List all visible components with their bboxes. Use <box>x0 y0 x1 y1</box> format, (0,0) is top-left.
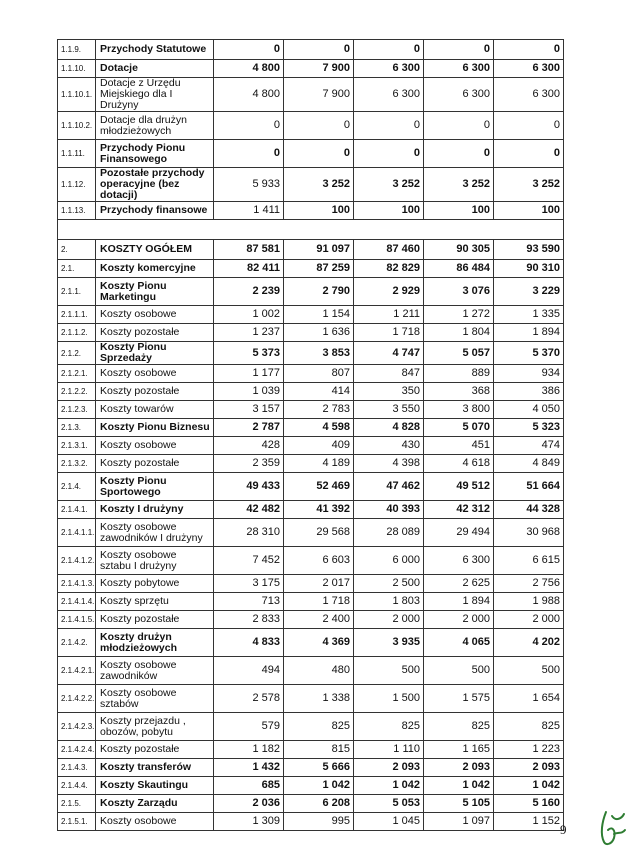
value-cell: 1 177 <box>214 365 284 383</box>
value-cell: 1 338 <box>284 685 354 713</box>
row-code: 1.1.12. <box>58 168 96 202</box>
value-cell: 100 <box>354 202 424 220</box>
value-cell: 1 804 <box>424 324 494 342</box>
value-cell: 100 <box>424 202 494 220</box>
value-cell: 368 <box>424 383 494 401</box>
value-cell: 5 666 <box>284 759 354 777</box>
row-code: 2.1.4.2.4. <box>58 741 96 759</box>
table-row <box>58 501 564 519</box>
value-cell: 414 <box>284 383 354 401</box>
value-cell: 4 618 <box>424 455 494 473</box>
table-row <box>58 240 564 260</box>
row-label: Koszty transferów <box>96 759 214 777</box>
row-code: 1.1.9. <box>58 40 96 60</box>
financial-table <box>57 39 564 831</box>
value-cell: 3 229 <box>494 278 564 306</box>
value-cell: 685 <box>214 777 284 795</box>
table-row <box>58 575 564 593</box>
value-cell: 0 <box>284 112 354 140</box>
row-label: Koszty Pionu Sportowego <box>96 473 214 501</box>
table-row <box>58 473 564 501</box>
row-code: 2.1.4.4. <box>58 777 96 795</box>
row-code: 2.1.4.1.4. <box>58 593 96 611</box>
row-label: Koszty osobowe sztabów <box>96 685 214 713</box>
table-row <box>58 759 564 777</box>
value-cell: 0 <box>494 40 564 60</box>
value-cell: 2 093 <box>424 759 494 777</box>
value-cell: 1 039 <box>214 383 284 401</box>
value-cell: 2 790 <box>284 278 354 306</box>
row-label: Koszty Pionu Biznesu <box>96 419 214 437</box>
table-row <box>58 813 564 831</box>
value-cell: 2 093 <box>494 759 564 777</box>
value-cell: 7 452 <box>214 547 284 575</box>
table-row <box>58 260 564 278</box>
row-label: Koszty komercyjne <box>96 260 214 278</box>
value-cell: 87 460 <box>354 240 424 260</box>
value-cell: 28 310 <box>214 519 284 547</box>
value-cell: 451 <box>424 437 494 455</box>
value-cell: 2 787 <box>214 419 284 437</box>
table-row <box>58 40 564 60</box>
value-cell: 5 933 <box>214 168 284 202</box>
value-cell: 41 392 <box>284 501 354 519</box>
row-code: 2.1.1.1. <box>58 306 96 324</box>
value-cell: 2 000 <box>424 611 494 629</box>
value-cell: 1 182 <box>214 741 284 759</box>
value-cell: 42 312 <box>424 501 494 519</box>
row-code: 1.1.11. <box>58 140 96 168</box>
value-cell: 1 718 <box>354 324 424 342</box>
value-cell: 3 853 <box>284 342 354 365</box>
table-row <box>58 342 564 365</box>
value-cell: 2 500 <box>354 575 424 593</box>
row-code: 2.1.4.2.3. <box>58 713 96 741</box>
table-row <box>58 593 564 611</box>
value-cell: 3 252 <box>354 168 424 202</box>
row-code: 2.1.4.3. <box>58 759 96 777</box>
table-row <box>58 202 564 220</box>
row-code: 2.1.5. <box>58 795 96 813</box>
value-cell: 6 300 <box>424 78 494 112</box>
row-label: Dotacje z Urzędu Miejskiego dla I Drużyny <box>96 78 214 112</box>
value-cell: 28 089 <box>354 519 424 547</box>
value-cell: 4 398 <box>354 455 424 473</box>
value-cell: 52 469 <box>284 473 354 501</box>
table-row <box>58 324 564 342</box>
value-cell: 4 189 <box>284 455 354 473</box>
table-row <box>58 278 564 306</box>
value-cell: 3 935 <box>354 629 424 657</box>
row-label: Koszty osobowe zawodników <box>96 657 214 685</box>
row-label: Koszty Zarządu <box>96 795 214 813</box>
value-cell: 82 829 <box>354 260 424 278</box>
value-cell: 1 335 <box>494 306 564 324</box>
table-row <box>58 437 564 455</box>
value-cell: 47 462 <box>354 473 424 501</box>
row-code: 2.1.3. <box>58 419 96 437</box>
value-cell: 1 045 <box>354 813 424 831</box>
signature-mark <box>592 808 628 848</box>
value-cell: 30 968 <box>494 519 564 547</box>
row-label: Koszty sprzętu <box>96 593 214 611</box>
value-cell: 825 <box>424 713 494 741</box>
value-cell: 0 <box>494 112 564 140</box>
value-cell: 1 042 <box>424 777 494 795</box>
row-code: 2.1.4.2. <box>58 629 96 657</box>
row-code: 2.1.1. <box>58 278 96 306</box>
row-code: 1.1.10.1. <box>58 78 96 112</box>
value-cell: 4 849 <box>494 455 564 473</box>
table-row <box>58 168 564 202</box>
value-cell: 5 323 <box>494 419 564 437</box>
value-cell: 2 239 <box>214 278 284 306</box>
table-row <box>58 519 564 547</box>
value-cell: 500 <box>354 657 424 685</box>
row-label: Dotacje dla drużyn młodzieżowych <box>96 112 214 140</box>
value-cell: 100 <box>284 202 354 220</box>
value-cell: 4 202 <box>494 629 564 657</box>
value-cell: 494 <box>214 657 284 685</box>
value-cell: 3 076 <box>424 278 494 306</box>
value-cell: 1 894 <box>424 593 494 611</box>
page-number: 9 <box>560 822 567 837</box>
value-cell: 1 223 <box>494 741 564 759</box>
value-cell: 386 <box>494 383 564 401</box>
row-code: 2.1.2.1. <box>58 365 96 383</box>
row-code: 1.1.10.2. <box>58 112 96 140</box>
value-cell: 91 097 <box>284 240 354 260</box>
value-cell: 86 484 <box>424 260 494 278</box>
table-row <box>58 419 564 437</box>
value-cell: 6 300 <box>494 60 564 78</box>
row-code: 2.1.4.2.2. <box>58 685 96 713</box>
table-row <box>58 365 564 383</box>
value-cell: 825 <box>354 713 424 741</box>
value-cell: 4 598 <box>284 419 354 437</box>
value-cell: 934 <box>494 365 564 383</box>
row-label: Koszty osobowe <box>96 365 214 383</box>
table-row <box>58 547 564 575</box>
value-cell: 1 110 <box>354 741 424 759</box>
value-cell: 1 237 <box>214 324 284 342</box>
value-cell: 6 300 <box>354 78 424 112</box>
value-cell: 2 017 <box>284 575 354 593</box>
value-cell: 7 900 <box>284 60 354 78</box>
value-cell: 2 833 <box>214 611 284 629</box>
row-label: Koszty przejazdu , obozów, pobytu <box>96 713 214 741</box>
value-cell: 500 <box>494 657 564 685</box>
value-cell: 1 309 <box>214 813 284 831</box>
row-code: 1.1.13. <box>58 202 96 220</box>
value-cell: 0 <box>214 40 284 60</box>
value-cell: 0 <box>494 140 564 168</box>
value-cell: 1 411 <box>214 202 284 220</box>
value-cell: 825 <box>284 713 354 741</box>
row-code: 2.1.4.1.3. <box>58 575 96 593</box>
value-cell: 5 105 <box>424 795 494 813</box>
value-cell: 2 783 <box>284 401 354 419</box>
row-code: 2. <box>58 240 96 260</box>
value-cell: 4 800 <box>214 78 284 112</box>
value-cell: 0 <box>424 40 494 60</box>
row-label: KOSZTY OGÓŁEM <box>96 240 214 260</box>
row-code: 2.1.4.1. <box>58 501 96 519</box>
value-cell: 100 <box>494 202 564 220</box>
value-cell: 4 833 <box>214 629 284 657</box>
row-label: Przychody finansowe <box>96 202 214 220</box>
value-cell: 1 165 <box>424 741 494 759</box>
row-label: Koszty osobowe <box>96 813 214 831</box>
value-cell: 2 756 <box>494 575 564 593</box>
value-cell: 1 042 <box>284 777 354 795</box>
value-cell: 2 359 <box>214 455 284 473</box>
table-row <box>58 795 564 813</box>
table-row <box>58 112 564 140</box>
value-cell: 2 578 <box>214 685 284 713</box>
table-row <box>58 455 564 473</box>
value-cell: 3 175 <box>214 575 284 593</box>
table-row <box>58 777 564 795</box>
row-code: 2.1.4.2.1. <box>58 657 96 685</box>
value-cell: 29 494 <box>424 519 494 547</box>
table-row <box>58 713 564 741</box>
value-cell: 49 433 <box>214 473 284 501</box>
value-cell: 579 <box>214 713 284 741</box>
row-label: Koszty I drużyny <box>96 501 214 519</box>
value-cell: 29 568 <box>284 519 354 547</box>
value-cell: 6 615 <box>494 547 564 575</box>
table-row <box>58 657 564 685</box>
value-cell: 2 929 <box>354 278 424 306</box>
value-cell: 51 664 <box>494 473 564 501</box>
value-cell: 4 800 <box>214 60 284 78</box>
value-cell: 6 300 <box>424 60 494 78</box>
row-label: Koszty Pionu Marketingu <box>96 278 214 306</box>
spacer-row <box>58 220 564 240</box>
value-cell: 6 300 <box>354 60 424 78</box>
row-label: Koszty towarów <box>96 401 214 419</box>
value-cell: 3 157 <box>214 401 284 419</box>
value-cell: 2 000 <box>494 611 564 629</box>
value-cell: 1 042 <box>494 777 564 795</box>
row-label: Koszty osobowe zawodników I drużyny <box>96 519 214 547</box>
value-cell: 90 310 <box>494 260 564 278</box>
value-cell: 1 272 <box>424 306 494 324</box>
row-code: 1.1.10. <box>58 60 96 78</box>
value-cell: 4 747 <box>354 342 424 365</box>
value-cell: 49 512 <box>424 473 494 501</box>
value-cell: 1 894 <box>494 324 564 342</box>
table-row <box>58 383 564 401</box>
row-code: 2.1.2.3. <box>58 401 96 419</box>
value-cell: 1 154 <box>284 306 354 324</box>
table-row <box>58 611 564 629</box>
row-code: 2.1.4.1.1. <box>58 519 96 547</box>
value-cell: 1 002 <box>214 306 284 324</box>
table-row <box>58 140 564 168</box>
value-cell: 430 <box>354 437 424 455</box>
table-body <box>58 40 564 831</box>
value-cell: 0 <box>424 140 494 168</box>
value-cell: 0 <box>284 140 354 168</box>
row-code: 2.1.2.2. <box>58 383 96 401</box>
value-cell: 4 065 <box>424 629 494 657</box>
value-cell: 825 <box>494 713 564 741</box>
row-label: Koszty osobowe <box>96 437 214 455</box>
row-label: Koszty osobowe sztabu I drużyny <box>96 547 214 575</box>
value-cell: 42 482 <box>214 501 284 519</box>
value-cell: 5 373 <box>214 342 284 365</box>
row-code: 2.1.4.1.5. <box>58 611 96 629</box>
value-cell: 995 <box>284 813 354 831</box>
row-label: Dotacje <box>96 60 214 78</box>
value-cell: 6 000 <box>354 547 424 575</box>
value-cell: 40 393 <box>354 501 424 519</box>
row-code: 2.1.4. <box>58 473 96 501</box>
value-cell: 409 <box>284 437 354 455</box>
value-cell: 5 057 <box>424 342 494 365</box>
row-label: Pozostałe przychody operacyjne (bez dotacji) <box>96 168 214 202</box>
table-row <box>58 60 564 78</box>
value-cell: 474 <box>494 437 564 455</box>
value-cell: 87 581 <box>214 240 284 260</box>
value-cell: 847 <box>354 365 424 383</box>
value-cell: 2 625 <box>424 575 494 593</box>
row-code: 2.1.1.2. <box>58 324 96 342</box>
value-cell: 6 300 <box>494 78 564 112</box>
table-row <box>58 306 564 324</box>
row-code: 2.1.5.1. <box>58 813 96 831</box>
value-cell: 3 252 <box>424 168 494 202</box>
value-cell: 1 575 <box>424 685 494 713</box>
value-cell: 3 800 <box>424 401 494 419</box>
row-label: Koszty pozostałe <box>96 324 214 342</box>
row-label: Koszty Skautingu <box>96 777 214 795</box>
value-cell: 7 900 <box>284 78 354 112</box>
value-cell: 6 208 <box>284 795 354 813</box>
value-cell: 350 <box>354 383 424 401</box>
value-cell: 5 053 <box>354 795 424 813</box>
value-cell: 4 369 <box>284 629 354 657</box>
value-cell: 713 <box>214 593 284 611</box>
row-label: Koszty osobowe <box>96 306 214 324</box>
row-label: Koszty pozostałe <box>96 383 214 401</box>
value-cell: 1 636 <box>284 324 354 342</box>
value-cell: 1 042 <box>354 777 424 795</box>
row-code: 2.1.3.2. <box>58 455 96 473</box>
value-cell: 1 718 <box>284 593 354 611</box>
value-cell: 2 000 <box>354 611 424 629</box>
value-cell: 500 <box>424 657 494 685</box>
row-code: 2.1.4.1.2. <box>58 547 96 575</box>
row-label: Przychody Pionu Finansowego <box>96 140 214 168</box>
value-cell: 6 300 <box>424 547 494 575</box>
value-cell: 1 152 <box>494 813 564 831</box>
value-cell: 3 550 <box>354 401 424 419</box>
value-cell: 87 259 <box>284 260 354 278</box>
value-cell: 5 370 <box>494 342 564 365</box>
value-cell: 807 <box>284 365 354 383</box>
row-label: Koszty Pionu Sprzedaży <box>96 342 214 365</box>
row-label: Przychody Statutowe <box>96 40 214 60</box>
value-cell: 2 036 <box>214 795 284 813</box>
value-cell: 4 828 <box>354 419 424 437</box>
table-row <box>58 401 564 419</box>
value-cell: 1 211 <box>354 306 424 324</box>
table-row <box>58 685 564 713</box>
row-code: 2.1. <box>58 260 96 278</box>
value-cell: 82 411 <box>214 260 284 278</box>
row-code: 2.1.3.1. <box>58 437 96 455</box>
value-cell: 0 <box>354 112 424 140</box>
row-label: Koszty pobytowe <box>96 575 214 593</box>
value-cell: 1 432 <box>214 759 284 777</box>
value-cell: 2 093 <box>354 759 424 777</box>
value-cell: 3 252 <box>284 168 354 202</box>
value-cell: 5 070 <box>424 419 494 437</box>
value-cell: 44 328 <box>494 501 564 519</box>
value-cell: 93 590 <box>494 240 564 260</box>
value-cell: 1 988 <box>494 593 564 611</box>
value-cell: 0 <box>424 112 494 140</box>
value-cell: 428 <box>214 437 284 455</box>
value-cell: 0 <box>214 112 284 140</box>
value-cell: 815 <box>284 741 354 759</box>
value-cell: 0 <box>354 40 424 60</box>
value-cell: 480 <box>284 657 354 685</box>
table-row <box>58 741 564 759</box>
row-label: Koszty pozostałe <box>96 611 214 629</box>
value-cell: 3 252 <box>494 168 564 202</box>
value-cell: 2 400 <box>284 611 354 629</box>
table-row <box>58 78 564 112</box>
value-cell: 6 603 <box>284 547 354 575</box>
row-label: Koszty pozostałe <box>96 455 214 473</box>
value-cell: 1 500 <box>354 685 424 713</box>
value-cell: 0 <box>284 40 354 60</box>
value-cell: 889 <box>424 365 494 383</box>
value-cell: 0 <box>354 140 424 168</box>
value-cell: 90 305 <box>424 240 494 260</box>
table-row <box>58 629 564 657</box>
spacer-cell <box>58 220 564 240</box>
value-cell: 1 803 <box>354 593 424 611</box>
value-cell: 4 050 <box>494 401 564 419</box>
row-label: Koszty drużyn młodzieżowych <box>96 629 214 657</box>
value-cell: 0 <box>214 140 284 168</box>
row-label: Koszty pozostałe <box>96 741 214 759</box>
value-cell: 5 160 <box>494 795 564 813</box>
value-cell: 1 654 <box>494 685 564 713</box>
value-cell: 1 097 <box>424 813 494 831</box>
row-code: 2.1.2. <box>58 342 96 365</box>
